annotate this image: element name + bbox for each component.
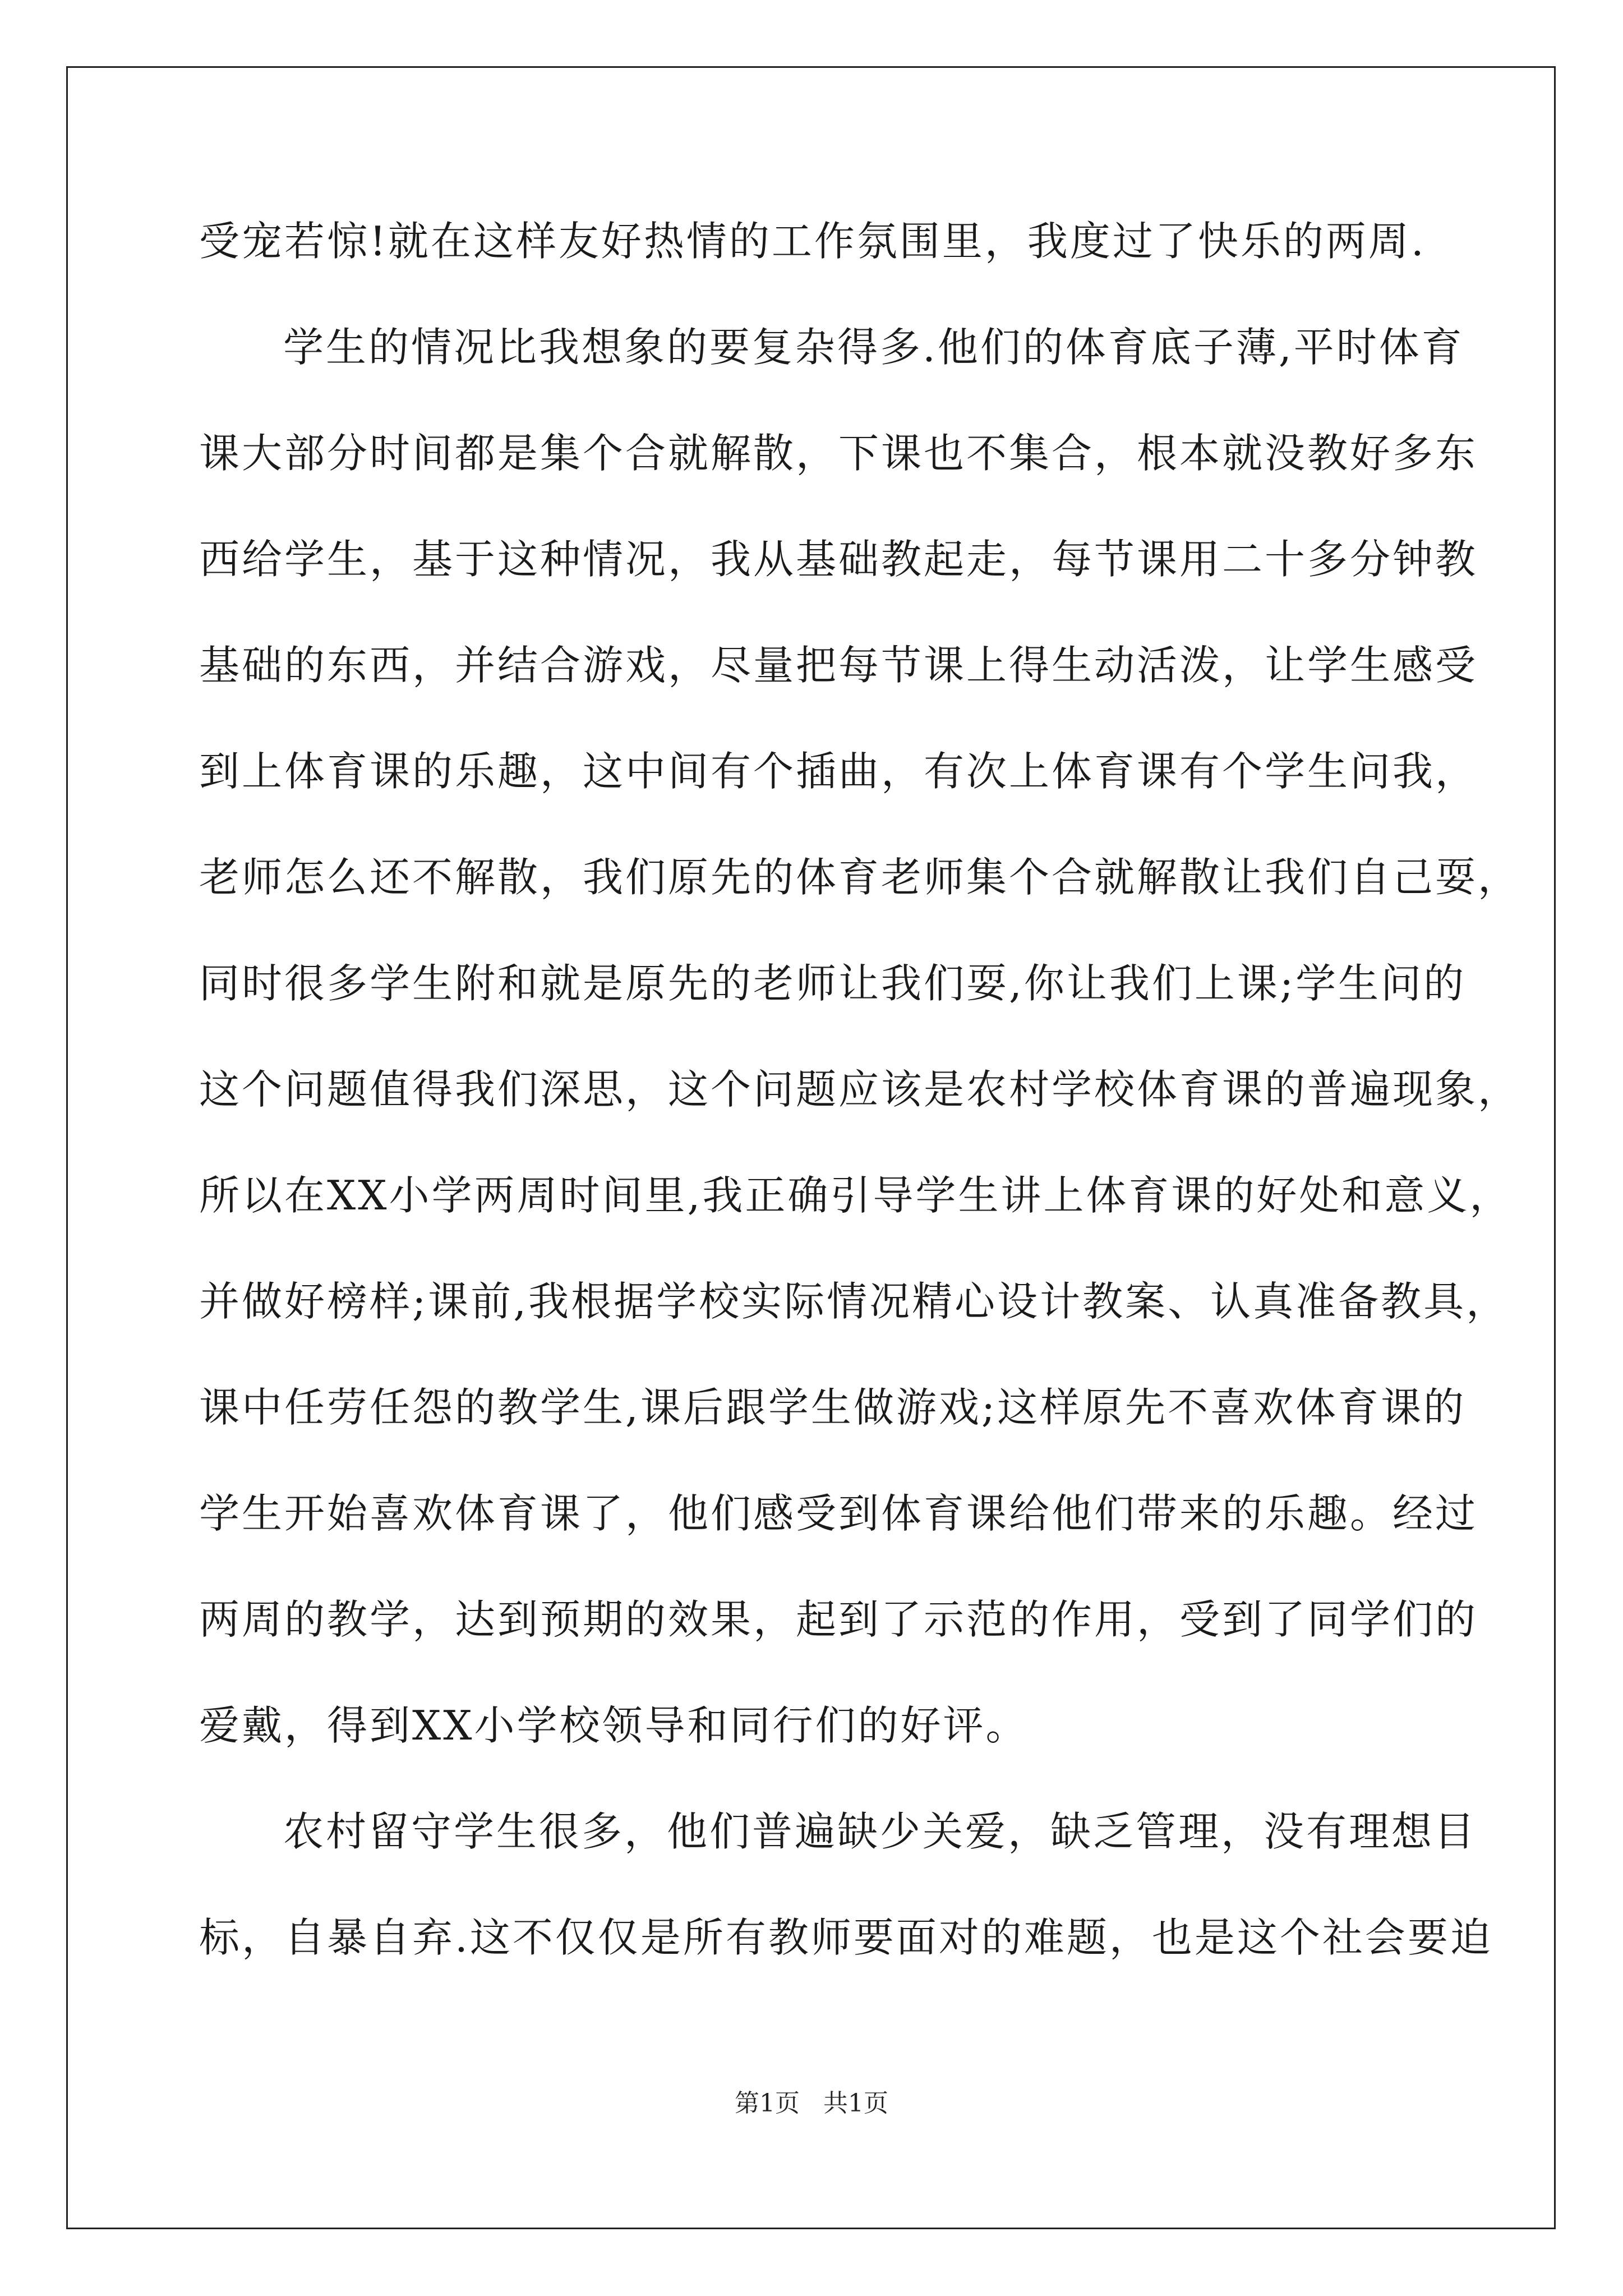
page-total: 共1页: [823, 2089, 888, 2118]
text-line: 受宠若惊!就在这样友好热情的工作氛围里，我度过了快乐的两周.: [199, 218, 1426, 265]
text-line: 老师怎么还不解散，我们原先的体育老师集个合就解散让我们自己耍，: [199, 854, 1521, 901]
text-line: 农村留守学生很多，他们普遍缺少关爱，缺乏管理，没有理想目: [283, 1808, 1477, 1855]
text-line: 两周的教学，达到预期的效果，起到了示范的作用，受到了同学们的: [199, 1596, 1478, 1643]
text-line: 标，自暴自弃.这不仅仅是所有教师要面对的难题，也是这个社会要迫: [199, 1914, 1493, 1961]
page-footer: [0, 2087, 1623, 2120]
text-line: 课中任劳任怨的教学生,课后跟学生做游戏;这样原先不喜欢体育课的: [199, 1384, 1467, 1431]
text-line: 基础的东西，并结合游戏，尽量把每节课上得生动活泼，让学生感受: [199, 642, 1478, 689]
text-line: 到上体育课的乐趣，这中间有个插曲，有次上体育课有个学生问我，: [199, 748, 1478, 795]
text-line: 学生的情况比我想象的要复杂得多.他们的体育底子薄,平时体育: [283, 324, 1464, 371]
text-line: 同时很多学生附和就是原先的老师让我们耍,你让我们上课;学生问的: [199, 960, 1467, 1007]
text-line: 爱戴，得到XX小学校领导和同行们的好评。: [199, 1702, 1029, 1749]
text-line: 这个问题值得我们深思，这个问题应该是农村学校体育课的普遍现象，: [199, 1066, 1521, 1113]
document-body: [199, 213, 1521, 2016]
text-line: 并做好榜样;课前,我根据学校实际情况精心设计教案、认真准备教具，: [199, 1278, 1509, 1325]
text-line: 学生开始喜欢体育课了，他们感受到体育课给他们带来的乐趣。经过: [199, 1490, 1478, 1537]
text-line: 西给学生，基于这种情况，我从基础教起走，每节课用二十多分钟教: [199, 536, 1478, 583]
text-line: 所以在XX小学两周时间里,我正确引导学生讲上体育课的好处和意义，: [199, 1172, 1513, 1219]
page-number: 第1页: [735, 2089, 800, 2118]
text-line: 课大部分时间都是集个合就解散，下课也不集合，根本就没教好多东: [199, 430, 1478, 477]
